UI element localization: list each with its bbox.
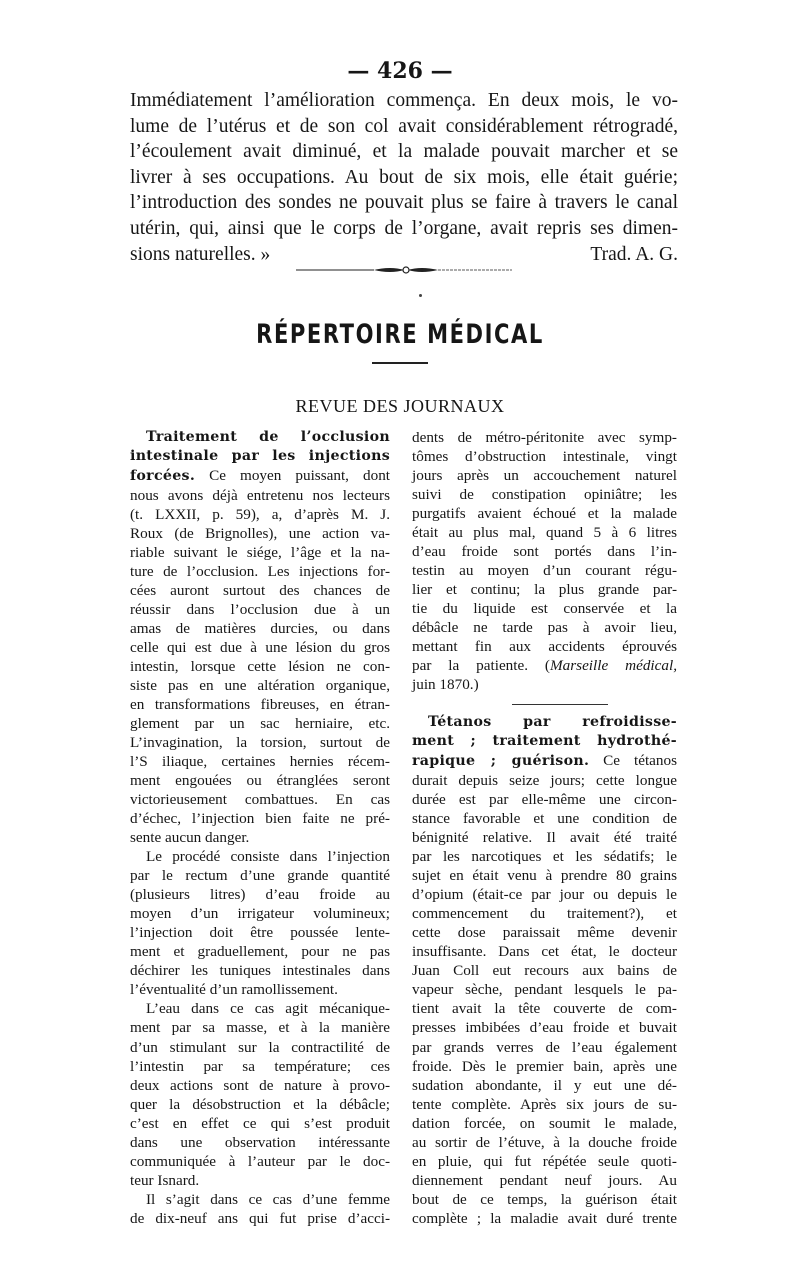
text-line: déchirer les tuniques intestinales dans (130, 962, 390, 980)
text-line: complète ; la maladie avait duré trente (412, 1209, 677, 1227)
text-line: débâcle ne tarde pas à avoir lieu, (412, 619, 677, 637)
text-line: presses imbibées d’eau froide et buvait (412, 1019, 677, 1037)
text-line: était au plus mal, quand 5 à 6 litres (412, 524, 677, 542)
page-number: — 426 — (347, 58, 453, 84)
source-citation (412, 656, 677, 675)
text-line: cées auront surtout des chances de (130, 582, 390, 600)
text-line: dans une observation intéressante (130, 1133, 390, 1151)
text-line: durée est par elle-même une circon- (412, 791, 677, 809)
citation-end: juin 1870.) (412, 676, 479, 694)
title-underline (372, 362, 428, 364)
text-line: tient avait la tête couverte de com- (412, 1000, 677, 1018)
text-line: bénignité relative. Il avait été traité (412, 829, 677, 847)
intro-line: l’écoulement avait diminué, et la malade pouvait marcher et se (130, 141, 678, 163)
citation-prefix: par la patiente. ( (412, 657, 550, 675)
text-line: siste pas en une altération organique, (130, 677, 390, 695)
speck (419, 294, 422, 297)
text-line: amas de matières durcies, ou dans (130, 620, 390, 638)
text-line: l’S iliaque, certaines hernies récem- (130, 753, 390, 771)
text-line: d’opium (était-ce par jour ou depuis le (412, 886, 677, 904)
text-line: au sortir de l’étuve, à la douche froide (412, 1133, 677, 1151)
article-title-line (412, 751, 677, 771)
left-column (130, 428, 390, 1228)
text-line: riable suivant le siége, l’âge et la na- (130, 544, 390, 562)
article-text: Ce moyen puissant, dont (209, 467, 391, 485)
article-title-line (130, 466, 390, 486)
text-line: L’eau dans ce cas agit mécanique- (146, 1000, 390, 1018)
text-line: L’invagination, la torsion, surtout de (130, 734, 390, 752)
text-line: commencement du traitement?), et (412, 905, 677, 923)
text-line: quer la désobstruction et la débâcle; (130, 1095, 390, 1113)
text-line: Il s’agit dans ce cas d’une femme (146, 1190, 390, 1208)
text-line: communiquée à l’auteur par le doc- (130, 1152, 390, 1170)
article-title: Traitement de l’occlusion (146, 429, 390, 445)
translator-signature: Trad. A. G. (590, 243, 678, 265)
text-line: sudation abondante, il y eut une dé- (412, 1076, 677, 1094)
intro-line: lume de l’utérus et de son col avait considérablement rétrogradé, (130, 115, 678, 137)
text-line: tômes d’obstruction intestinale, vingt (412, 448, 677, 466)
intro-paragraph (130, 88, 678, 267)
text-line: moyen d’un irrigateur volumineux; (130, 905, 390, 923)
text-line: d’eau froide sont portés dans l’in- (412, 543, 677, 561)
text-line: ment engouées ou étranglées seront (130, 772, 390, 790)
text-line: tente complète. Après six jours de su- (412, 1095, 677, 1113)
right-column (412, 428, 677, 1228)
article-title: ment ; traitement hydrothé- (412, 733, 677, 750)
text-line: deux actions sont de nature à provo- (130, 1076, 390, 1094)
article-title: Tétanos par refroidisse- (428, 714, 677, 731)
text-line: teur Isnard. (130, 1171, 200, 1189)
article-title-end: forcées. (130, 468, 196, 485)
text-line: réussir dans l’occlusion due à un (130, 601, 390, 619)
text-line: Le procédé consiste dans l’injection (146, 848, 390, 866)
text-line: Roux (de Brignolles), une action va- (130, 525, 390, 543)
text-line: cette dose paraissait même devenir (412, 924, 677, 942)
text-line: l’éventualité d’un ramollissement. (130, 981, 338, 999)
intro-line: utérin, qui, ainsi que le corps de l’organe, avait repris ses dimen- (130, 217, 678, 239)
text-line: sente aucun danger. (130, 829, 250, 847)
journal-name: Marseille médical, (550, 657, 677, 675)
text-line: par grands verres de l’eau également (412, 1038, 677, 1056)
text-line: bout de ce temps, la guérison était (412, 1190, 677, 1208)
text-line: vapeur sèche, pendant lesquels le pa- (412, 981, 677, 999)
text-line: (plusieurs litres) d’eau froide au (130, 886, 390, 904)
text-line: diennement pendant neuf jours. Au (412, 1171, 677, 1189)
intro-line: Immédiatement l’amélioration commença. En deux mois, le vo- (130, 90, 678, 111)
text-line: c’est en effet ce qui s’est produit (130, 1114, 390, 1132)
text-line: victorieusement combattues. En cas (130, 791, 390, 809)
text-line: nous avons déjà entretenu nos lecteurs (130, 487, 390, 505)
text-line: d’échec, l’injection bien faite ne pré- (130, 810, 390, 828)
text-line: l’injection doit être poussée lente- (130, 924, 390, 942)
section-title: RÉPERTOIRE MÉDICAL (256, 319, 544, 350)
subsection-title: REVUE DES JOURNAUX (295, 396, 505, 416)
intro-closing-text: sions naturelles. » (130, 243, 271, 265)
article-text: Ce tétanos (603, 752, 677, 770)
text-line: lier et continu; la plus grande par- (412, 581, 677, 599)
text-line: celle qui est due à une lésion du gros (130, 639, 390, 657)
intro-line: livrer à ses occupations. Au bout de six mois, elle était guérie; (130, 166, 678, 188)
text-line: suivi de constipation opiniâtre; les (412, 486, 677, 504)
text-line: jours après un accouchement naturel (412, 467, 677, 485)
text-line: durait depuis seize jours; cette longue (412, 772, 677, 790)
text-line: mettant fin aux accidents éprouvés (412, 638, 677, 656)
text-line: froide. Dès le premier bain, après une (412, 1057, 677, 1075)
text-line: ment et graduellement, pour ne pas (130, 943, 390, 961)
text-line: en pluie, qui fut répétée seule quoti- (412, 1152, 677, 1170)
text-line: en transformations fibreuses, en étran- (130, 696, 390, 714)
text-line: (t. LXXII, p. 59), a, d’après M. J. (130, 506, 390, 524)
text-line: glement par un sac herniaire, etc. (130, 715, 390, 733)
text-line: stance favorable et une condition de (412, 810, 677, 828)
article-title: intestinale par les injections (130, 448, 390, 465)
ornament-divider (296, 262, 512, 278)
text-line: d’un stimulant sur la contractilité de (130, 1038, 390, 1056)
text-line: par le rectum d’une grande quantité (130, 867, 390, 885)
text-line: sujet en était venu à prendre 80 grains (412, 867, 677, 885)
article-separator (412, 694, 677, 713)
text-line: dents de métro-péritonite avec symp- (412, 429, 677, 446)
text-line: Juan Coll eut recours aux bains de (412, 962, 677, 980)
text-line: tie du liquide est conservée et la (412, 600, 677, 618)
article-title-end: rapique ; guérison. (412, 753, 590, 770)
text-line: de dix-neuf ans qui fut prise d’acci- (130, 1209, 390, 1227)
intro-line: l’introduction des sondes ne pouvait plus se faire à travers le canal (130, 192, 678, 214)
text-line: testin au moyen d’un courant régu- (412, 562, 677, 580)
text-line: ture de l’occlusion. Les injections for- (130, 563, 390, 581)
text-line: l’intestin par sa température; ces (130, 1057, 390, 1075)
text-line: par les narcotiques et les sédatifs; le (412, 848, 677, 866)
text-line: insuffisante. Dans cet état, le docteur (412, 943, 677, 961)
text-line: ment par sa masse, et à la manière (130, 1019, 390, 1037)
text-line: dation forcée, on soumit le malade, (412, 1114, 677, 1132)
text-line: purgatifs avaient échoué et la malade (412, 505, 677, 523)
text-line: intestin, lorsque cette lésion ne con- (130, 658, 390, 676)
